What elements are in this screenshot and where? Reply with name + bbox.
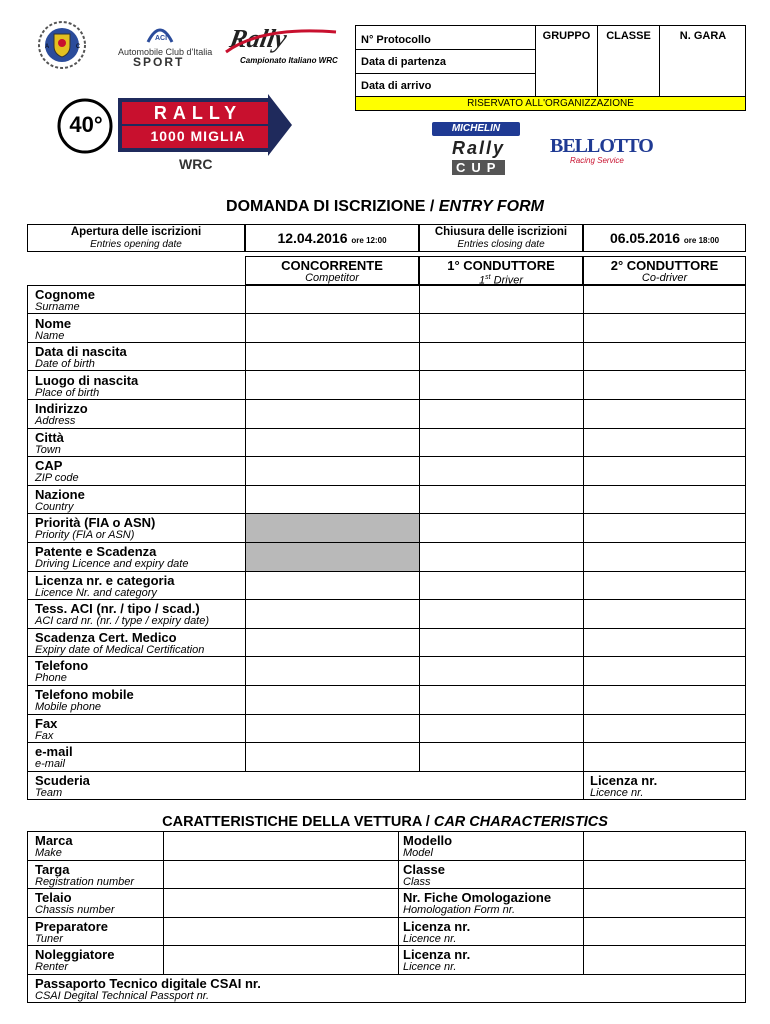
aci-card-label: Tess. ACI (nr. / tipo / scad.) xyxy=(35,601,200,616)
country-label: Nazione xyxy=(35,487,85,502)
town-label: Città xyxy=(35,430,64,445)
svg-text:A: A xyxy=(45,44,50,50)
tuner-licence-label: Licenza nr. xyxy=(403,919,471,934)
zip-label: CAP xyxy=(35,458,63,473)
surname-label: Cognome xyxy=(35,287,95,302)
aci-crest-logo xyxy=(37,20,87,70)
car-title-en: CAR CHARACTERISTICS xyxy=(433,814,608,830)
gruppo-field[interactable]: GRUPPO xyxy=(542,30,591,42)
town-sub: Town xyxy=(35,444,61,456)
competitor-sub: Competitor xyxy=(305,272,359,284)
title-main-en: ENTRY FORM xyxy=(438,198,544,215)
name-label: Nome xyxy=(35,316,72,331)
phone-sub: Phone xyxy=(35,672,67,684)
closing-date-value xyxy=(583,231,746,248)
wrc-text: WRC xyxy=(179,156,213,172)
team-sub: Team xyxy=(35,787,63,799)
closing-sub: Entries closing date xyxy=(457,239,545,250)
licence-expiry-label: Patente e Scadenza xyxy=(35,544,157,559)
classe-field[interactable]: CLASSE xyxy=(606,30,651,42)
page-title xyxy=(0,198,770,216)
aci-card-sub: ACI card nr. (nr. / type / expiry date) xyxy=(35,615,210,627)
driver-header: 1° CONDUTTORE xyxy=(447,258,555,273)
medical-sub: Expiry date of Medical Certification xyxy=(35,644,205,656)
passport-sub: CSAI Degital Technical Passport nr. xyxy=(35,990,210,1002)
birth-place-label: Luogo di nascita xyxy=(35,373,139,388)
protocol-field[interactable]: N° Protocollo xyxy=(361,34,431,46)
aci-logo-mark xyxy=(146,22,174,44)
class-label: Classe xyxy=(403,862,445,877)
rally-swoosh-icon xyxy=(222,22,340,58)
mobile-sub: Mobile phone xyxy=(35,701,102,713)
zip-sub: ZIP code xyxy=(35,472,79,484)
driver-sub-sup: st xyxy=(485,274,491,281)
rally-wrc-subtitle: Campionato Italiano WRC xyxy=(240,56,338,65)
homologation-label: Nr. Fiche Omologazione xyxy=(403,890,552,905)
country-sub: Country xyxy=(35,501,74,513)
chassis-sub: Chassis number xyxy=(35,904,115,916)
email-label: e-mail xyxy=(35,744,73,759)
closing-label: Chiusura delle iscrizioni xyxy=(434,226,568,238)
anniversary-text: 40° xyxy=(69,112,103,137)
chassis-label: Telaio xyxy=(35,890,72,905)
licence-category-sub: Licence Nr. and category xyxy=(35,587,157,599)
tuner-sub: Tuner xyxy=(35,933,63,945)
class-sub: Class xyxy=(403,876,431,888)
renter-label: Noleggiatore xyxy=(35,947,115,962)
make-label: Marca xyxy=(35,833,73,848)
passport-label: Passaporto Tecnico digitale CSAI nr. xyxy=(35,976,261,991)
bellotto-logo: BELLOTTO xyxy=(550,135,653,157)
aci-club-text: Automobile Club d'Italia xyxy=(118,47,213,57)
aci-sport-text: SPORT xyxy=(133,55,185,69)
birth-date-sub: Date of birth xyxy=(35,358,95,370)
mille-miglia-text: 1000 MIGLIA xyxy=(150,128,246,144)
reserved-banner: RISERVATO ALL'ORGANIZZAZIONE xyxy=(356,97,745,110)
closing-time: ore 18:00 xyxy=(683,236,720,245)
address-sub: Address xyxy=(35,415,76,427)
birth-place-sub: Place of birth xyxy=(35,387,100,399)
title-main: DOMANDA DI ISCRIZIONE / xyxy=(226,198,439,215)
michelin-logo: MICHELIN xyxy=(432,122,520,136)
priority-label: Priorità (FIA o ASN) xyxy=(35,515,156,530)
opening-date-value xyxy=(245,231,419,248)
phone-label: Telefono xyxy=(35,658,89,673)
licence-category-label: Licenza nr. e categoria xyxy=(35,573,175,588)
codriver-sub: Co-driver xyxy=(641,272,688,284)
opening-date: 12.04.2016 xyxy=(277,230,348,246)
tuner-label: Preparatore xyxy=(35,919,108,934)
gara-number-field[interactable]: N. GARA xyxy=(679,30,727,42)
homologation-sub: Homologation Form nr. xyxy=(403,904,516,916)
opening-sub: Entries opening date xyxy=(90,239,182,250)
plate-sub: Registration number xyxy=(35,876,135,888)
svg-text:ACI: ACI xyxy=(155,35,168,42)
address-label: Indirizzo xyxy=(35,401,88,416)
car-title-main: CARATTERISTICHE DELLA VETTURA / xyxy=(162,814,434,830)
rally-cup-text: Rally xyxy=(452,138,506,158)
mobile-label: Telefono mobile xyxy=(35,687,134,702)
email-sub: e-mail xyxy=(35,758,65,770)
car-section-title xyxy=(0,814,770,830)
cup-text: CUP xyxy=(452,160,505,175)
priority-sub: Priority (FIA or ASN) xyxy=(35,529,135,541)
name-sub: Name xyxy=(35,330,65,342)
rally-wrc-logo: Rally xyxy=(227,24,289,53)
model-sub: Model xyxy=(403,847,433,859)
plate-label: Targa xyxy=(35,862,70,877)
driver-sub-ordinal: 1 xyxy=(479,274,486,287)
rally-title-text: RALLY xyxy=(153,103,243,123)
team-licence-sub: Licence nr. xyxy=(590,787,644,799)
fax-label: Fax xyxy=(35,716,58,731)
bellotto-subtitle: Racing Service xyxy=(570,156,624,165)
renter-sub: Renter xyxy=(35,961,69,973)
closing-date: 06.05.2016 xyxy=(609,230,681,246)
opening-time: ore 12:00 xyxy=(351,236,387,245)
team-label: Scuderia xyxy=(35,773,90,788)
birth-date-label: Data di nascita xyxy=(35,344,127,359)
make-sub: Make xyxy=(35,847,62,859)
svg-text:C: C xyxy=(76,44,81,50)
driver-sub-word: Driver xyxy=(490,274,523,287)
team-licence-label: Licenza nr. xyxy=(590,773,658,788)
fax-sub: Fax xyxy=(35,730,54,742)
surname-sub: Surname xyxy=(35,301,80,313)
tuner-licence-sub: Licence nr. xyxy=(403,933,457,945)
codriver-header: 2° CONDUTTORE xyxy=(610,258,719,273)
arrival-date-field[interactable]: Data di arrivo xyxy=(361,80,432,92)
licence-expiry-sub: Driving Licence and expiry date xyxy=(35,558,189,570)
renter-licence-sub: Licence nr. xyxy=(403,961,457,973)
departure-date-field[interactable]: Data di partenza xyxy=(361,56,446,68)
renter-licence-label: Licenza nr. xyxy=(403,947,471,962)
model-label: Modello xyxy=(403,833,453,848)
opening-label: Apertura delle iscrizioni xyxy=(70,226,202,238)
medical-label: Scadenza Cert. Medico xyxy=(35,630,177,645)
competitor-header: CONCORRENTE xyxy=(281,258,383,273)
